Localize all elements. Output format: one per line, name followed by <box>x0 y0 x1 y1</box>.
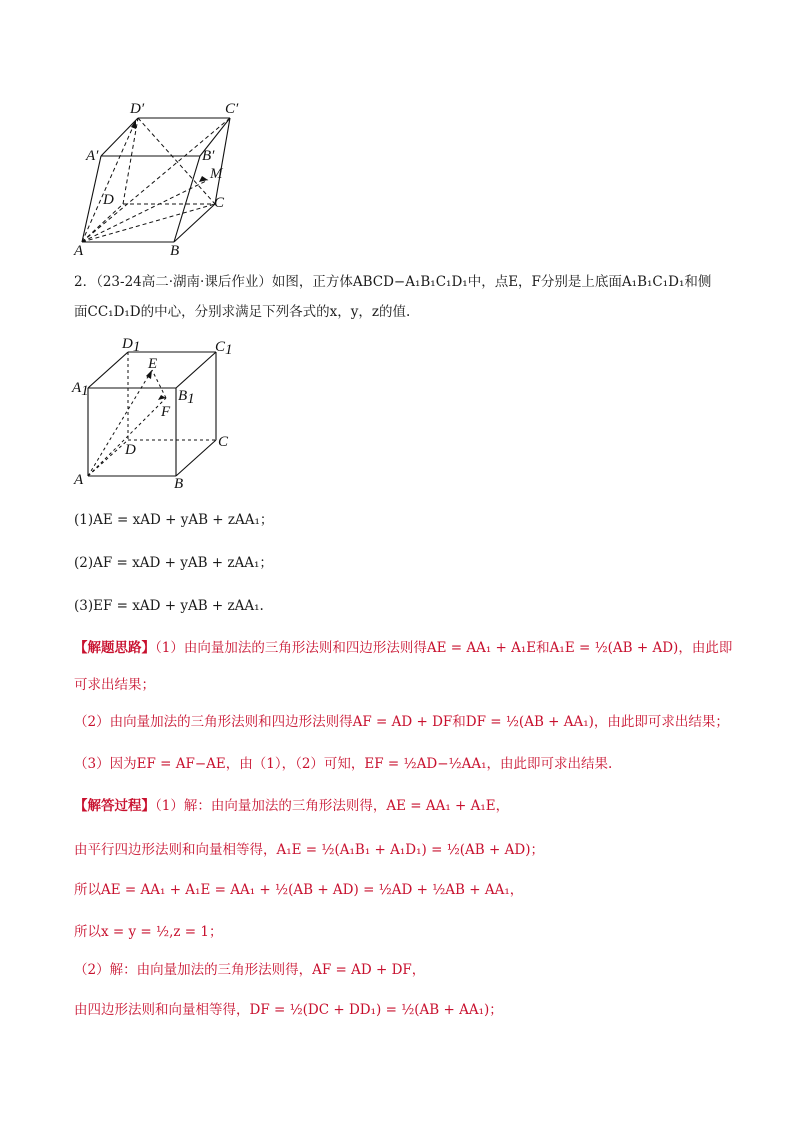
label-d: D <box>125 442 136 458</box>
solution-line2: 由平行四边形法则和向量相等得，A₁E = ½(A₁B₁ + A₁D₁) = ½(AB + AD)； <box>74 842 544 858</box>
label-b: B <box>170 243 180 256</box>
label-a1: A1 <box>72 380 89 399</box>
parallelepiped-figure <box>70 96 260 256</box>
label-a-prime: A′ <box>86 148 99 164</box>
cube-figure <box>70 336 240 491</box>
analysis-line1-text: （1）由向量加法的三角形法则和四边形法则得AE = AA₁ + A₁E和A₁E = ½(AB + AD)，由此即 <box>155 640 733 656</box>
label-a: A <box>74 472 84 488</box>
label-e: E <box>148 356 158 372</box>
problem-statement-line2: 面CC₁D₁D的中心，分别求满足下列各式的x，y，z的值. <box>74 304 411 320</box>
analysis-line2: 可求出结果； <box>74 677 155 693</box>
analysis-line4: （3）因为EF = AF−AE，由（1），（2）可知，EF = ½AD−½AA₁，由此即可求出结果. <box>74 756 613 772</box>
analysis-line1 <box>74 638 732 658</box>
label-b1: B1 <box>178 388 195 407</box>
problem-statement-line1: 2．（23-24高二·湖南·课后作业）如图，正方体ABCD−A₁B₁C₁D₁中，点E，F分别是上底面A₁B₁C₁D₁和侧 <box>74 274 712 290</box>
equation-3: (3)EF = xAD + yAB + zAA₁. <box>74 598 264 614</box>
equation-1: (1)AE = xAD + yAB + zAA₁； <box>74 512 274 528</box>
label-m: M <box>210 166 223 182</box>
label-c-prime: C′ <box>225 101 239 117</box>
solution-line1-text: （1）解：由向量加法的三角形法则得，AE = AA₁ + A₁E， <box>155 798 510 814</box>
analysis-line3: （2）由向量加法的三角形法则和四边形法则得AF = AD + DF和DF = ½(AB + AA₁)，由此即可求出结果； <box>74 714 729 730</box>
label-c: C <box>218 434 229 450</box>
label-d: D <box>103 192 114 208</box>
label-b-prime: B′ <box>202 148 215 164</box>
equation-2: (2)AF = xAD + yAB + zAA₁； <box>74 555 273 571</box>
solution-line3: 所以AE = AA₁ + A₁E = AA₁ + ½(AB + AD) = ½AD + ½AB + AA₁， <box>74 882 524 898</box>
label-b: B <box>174 476 184 491</box>
label-f: F <box>161 404 171 420</box>
label-c: C <box>214 195 225 211</box>
solution-heading: 【解答过程】 <box>74 798 155 814</box>
solution-line5: （2）解：由向量加法的三角形法则得，AF = AD + DF， <box>74 962 426 978</box>
analysis-heading: 【解题思路】 <box>74 640 155 656</box>
label-d-prime: D′ <box>130 101 145 117</box>
label-c1: C1 <box>215 339 233 358</box>
solution-line6: 由四边形法则和向量相等得，DF = ½(DC + DD₁) = ½(AB + AA₁)； <box>74 1002 503 1018</box>
label-a: A <box>74 243 84 256</box>
solution-line4: 所以x = y = ½,z = 1； <box>74 924 223 940</box>
label-d1: D1 <box>122 336 141 355</box>
solution-line1 <box>74 796 509 816</box>
